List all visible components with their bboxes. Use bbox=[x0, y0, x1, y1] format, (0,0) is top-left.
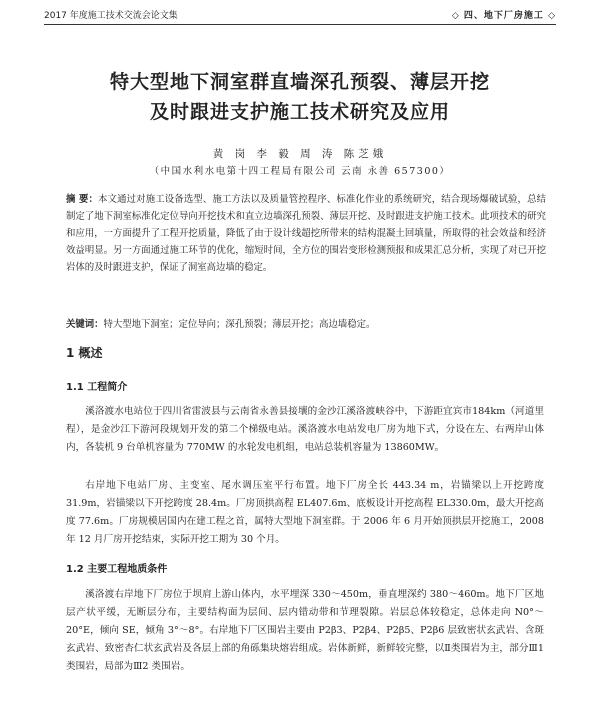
paragraph-project-intro: 溪洛渡水电站位于四川省雷波县与云南省永善县接壤的金沙江溪洛渡峡谷中，下游距宜宾市184km（河道里程），是金沙江下游河段规划开发的第二个梯级电站。溪洛渡水电站发电厂房为地下式，分设在左、右两岸山体内，各装机 9 台单机容量为 770MW 的水轮发电机组，电站总装机容量为 13860MW。 bbox=[66, 406, 544, 453]
author-list: 黄 岗 李 毅 周 涛 陈芝娥 bbox=[212, 148, 388, 160]
paper-title-line1: 特大型地下洞室群直墙深孔预裂、薄层开挖 bbox=[109, 71, 490, 93]
section-heading-1-2: 1.2 主要工程地质条件 bbox=[66, 564, 168, 575]
keywords bbox=[66, 316, 546, 333]
keywords-text: 特大型地下洞室；定位导向；深孔预裂；薄层开挖；高边墙稳定。 bbox=[103, 319, 376, 330]
section-heading-running: ◇ 四、地下厂房施工 ◇ bbox=[451, 11, 556, 21]
page-header bbox=[44, 8, 556, 25]
abstract bbox=[66, 191, 546, 276]
paragraph-plant-layout: 右岸地下电站厂房、主变室、尾水调压室平行布置。地下厂房全长 443.34 m，岩锚梁以上开挖跨度 31.9m，岩锚梁以下开挖跨度 28.4m。厂房顶拱高程 EL407.6m、底板设计开挖高程 EL330.0m，最大开挖高度 77.6m。厂房规模居国内在建工程之首，属特大型地下洞室群。于 2006 年 6 月开始顶拱层开挖施工，2008 年 12 月厂房开挖结束，实际开挖工期为 30 个月。 bbox=[66, 480, 544, 545]
section-heading-1: 1 概述 bbox=[66, 346, 103, 360]
abstract-label: 摘 要： bbox=[66, 194, 99, 205]
keywords-label: 关键词： bbox=[66, 319, 104, 330]
section-heading-1-1: 1.1 工程简介 bbox=[66, 382, 128, 393]
paragraph-geology: 溪洛渡右岸地下厂房位于坝肩上游山体内，水平埋深 330～450m，垂直埋深约 380～460m。地下厂区地层产状平缓，无断层分布，主要结构面为层间、层内错动带和节理裂隙。岩层总体较稳定，总体走向 N0°～20°E，倾向 SE，倾角 3°～8°。右岸地下厂区围岩主要由 P2β3、P2β4、P2β5、P2β6 层致密状玄武岩、含斑玄武岩、致密杏仁状玄武岩及各层上部的角砾集块熔岩组成。岩体新鲜，新鲜较完整，以Ⅱ类围岩为主，部分Ⅲ1 类围岩，局部为Ⅲ2 类围岩。 bbox=[66, 589, 544, 672]
proceedings-title: 2017 年度施工技术交流会论文集 bbox=[44, 11, 178, 21]
author-affiliation: （中国水利水电第十四工程局有限公司 云南 永善 657300） bbox=[149, 166, 451, 177]
paper-title-line2: 及时跟进支护施工技术研究及应用 bbox=[149, 101, 450, 123]
abstract-text: 本文通过对施工设备选型、施工方法以及质量管控程序、标准化作业的系统研究，结合现场爆破试验，总结制定了地下洞室标准化定位导向开挖技术和直立边墙深孔预裂、薄层开挖、及时跟进支护施工技术。此项技术的研究和应用，一方面提升了工程开挖质量，降低了由于设计线超挖所带来的结构混凝土回填量，所取得的社会效益和经济效益明显。另一方面通过施工环节的优化，缩短时间，全方位的围岩变形检测预报和成果汇总分析，实现了对已开挖岩体的及时跟进支护，保证了洞室高边墙的稳定。 bbox=[66, 194, 546, 273]
